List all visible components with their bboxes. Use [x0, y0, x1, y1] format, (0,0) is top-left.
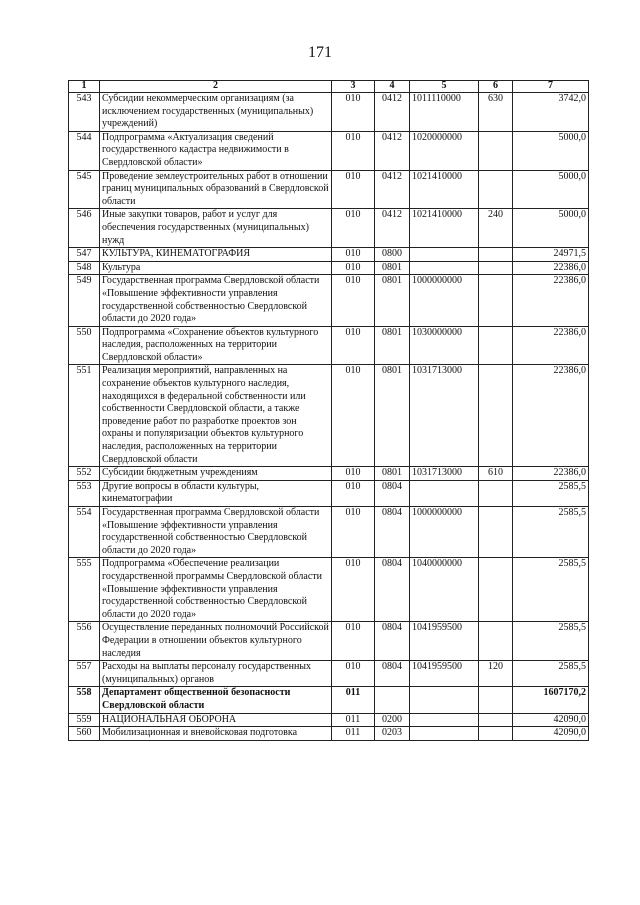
section-code-cell: 0804: [375, 507, 410, 558]
table-row: [69, 622, 589, 661]
item-name-cell: НАЦИОНАЛЬНАЯ ОБОРОНА: [100, 713, 332, 727]
amount-cell: 1607170,2: [513, 687, 589, 713]
target-article-cell: 1021410000: [410, 209, 479, 248]
table-row: [69, 687, 589, 713]
target-article-cell: 1031713000: [410, 467, 479, 481]
table-row: [69, 365, 589, 467]
ministry-code-cell: 010: [332, 507, 375, 558]
section-code-cell: 0801: [375, 275, 410, 326]
target-article-cell: [410, 261, 479, 275]
table-row: [69, 727, 589, 741]
header-cell: 4: [375, 81, 410, 93]
ministry-code-cell: 010: [332, 131, 375, 170]
item-name-cell: Государственная программа Свердловской области «Повышение эффективности управления государственной собственностью Свердловской области до 2020 года»: [100, 507, 332, 558]
amount-cell: 22386,0: [513, 467, 589, 481]
ministry-code-cell: 010: [332, 480, 375, 506]
table-row: [69, 170, 589, 209]
row-number-cell: 550: [69, 326, 100, 365]
item-name-cell: Реализация мероприятий, направленных на сохранение объектов культурного наследия, находящихся в федеральной собственности или собственности Свердловской области, а также проведение работ по разработке проектов зон охраны и популяризации объектов культурного наследия, расположенных на территории Свердловской области: [100, 365, 332, 467]
amount-cell: 2585,5: [513, 507, 589, 558]
amount-cell: 22386,0: [513, 275, 589, 326]
section-code-cell: 0200: [375, 713, 410, 727]
target-article-cell: 1011110000: [410, 93, 479, 132]
row-number-cell: 545: [69, 170, 100, 209]
table-body: [69, 93, 589, 741]
ministry-code-cell: 010: [332, 365, 375, 467]
target-article-cell: 1041959500: [410, 661, 479, 687]
expense-type-cell: [479, 558, 513, 622]
section-code-cell: 0801: [375, 467, 410, 481]
amount-cell: 5000,0: [513, 131, 589, 170]
item-name-cell: Иные закупки товаров, работ и услуг для обеспечения государственных (муниципальных) нужд: [100, 209, 332, 248]
item-name-cell: Культура: [100, 261, 332, 275]
table-row: [69, 467, 589, 481]
section-code-cell: 0801: [375, 365, 410, 467]
ministry-code-cell: 011: [332, 727, 375, 741]
amount-cell: 22386,0: [513, 326, 589, 365]
table-row: [69, 209, 589, 248]
row-number-cell: 546: [69, 209, 100, 248]
ministry-code-cell: 010: [332, 275, 375, 326]
row-number-cell: 553: [69, 480, 100, 506]
item-name-cell: Осуществление переданных полномочий Российской Федерации в отношении объектов культурного наследия: [100, 622, 332, 661]
table-row: [69, 275, 589, 326]
expense-type-cell: [479, 248, 513, 262]
row-number-cell: 558: [69, 687, 100, 713]
section-code-cell: 0804: [375, 558, 410, 622]
amount-cell: 24971,5: [513, 248, 589, 262]
amount-cell: 22386,0: [513, 365, 589, 467]
expense-type-cell: [479, 131, 513, 170]
expense-type-cell: [479, 507, 513, 558]
expense-type-cell: [479, 713, 513, 727]
item-name-cell: Департамент общественной безопасности Свердловской области: [100, 687, 332, 713]
amount-cell: 5000,0: [513, 170, 589, 209]
row-number-cell: 549: [69, 275, 100, 326]
target-article-cell: [410, 713, 479, 727]
expense-type-cell: [479, 261, 513, 275]
header-cell: 3: [332, 81, 375, 93]
header-cell: 5: [410, 81, 479, 93]
table-row: [69, 558, 589, 622]
row-number-cell: 559: [69, 713, 100, 727]
row-number-cell: 555: [69, 558, 100, 622]
table-row: [69, 507, 589, 558]
row-number-cell: 551: [69, 365, 100, 467]
section-code-cell: 0801: [375, 261, 410, 275]
table-row: [69, 248, 589, 262]
table-row: [69, 93, 589, 132]
table-row: [69, 261, 589, 275]
ministry-code-cell: 010: [332, 209, 375, 248]
amount-cell: 3742,0: [513, 93, 589, 132]
target-article-cell: [410, 727, 479, 741]
item-name-cell: Подпрограмма «Актуализация сведений государственного кадастра недвижимости в Свердловской области»: [100, 131, 332, 170]
expense-type-cell: [479, 727, 513, 741]
expense-type-cell: 630: [479, 93, 513, 132]
ministry-code-cell: 010: [332, 326, 375, 365]
ministry-code-cell: 011: [332, 687, 375, 713]
item-name-cell: КУЛЬТУРА, КИНЕМАТОГРАФИЯ: [100, 248, 332, 262]
target-article-cell: [410, 480, 479, 506]
amount-cell: 22386,0: [513, 261, 589, 275]
row-number-cell: 544: [69, 131, 100, 170]
target-article-cell: 1030000000: [410, 326, 479, 365]
table-row: [69, 326, 589, 365]
item-name-cell: Другие вопросы в области культуры, кинематографии: [100, 480, 332, 506]
row-number-cell: 552: [69, 467, 100, 481]
expense-type-cell: [479, 480, 513, 506]
header-cell: 6: [479, 81, 513, 93]
item-name-cell: Государственная программа Свердловской области «Повышение эффективности управления государственной собственностью Свердловской области до 2020 года»: [100, 275, 332, 326]
target-article-cell: [410, 687, 479, 713]
table-row: [69, 661, 589, 687]
section-code-cell: 0804: [375, 661, 410, 687]
table-row: [69, 131, 589, 170]
section-code-cell: 0801: [375, 326, 410, 365]
section-code-cell: 0412: [375, 209, 410, 248]
amount-cell: 42090,0: [513, 713, 589, 727]
section-code-cell: 0412: [375, 131, 410, 170]
expense-type-cell: [479, 170, 513, 209]
ministry-code-cell: 010: [332, 661, 375, 687]
expense-type-cell: [479, 275, 513, 326]
section-code-cell: 0412: [375, 170, 410, 209]
expense-type-cell: 120: [479, 661, 513, 687]
amount-cell: 42090,0: [513, 727, 589, 741]
section-code-cell: 0800: [375, 248, 410, 262]
target-article-cell: 1040000000: [410, 558, 479, 622]
page-number: 171: [308, 44, 332, 61]
row-number-cell: 543: [69, 93, 100, 132]
item-name-cell: Мобилизационная и вневойсковая подготовка: [100, 727, 332, 741]
target-article-cell: 1000000000: [410, 275, 479, 326]
target-article-cell: 1000000000: [410, 507, 479, 558]
item-name-cell: Проведение землеустроительных работ в отношении границ муниципальных образований в Свердловской области: [100, 170, 332, 209]
ministry-code-cell: 010: [332, 622, 375, 661]
ministry-code-cell: 010: [332, 467, 375, 481]
section-code-cell: 0804: [375, 480, 410, 506]
row-number-cell: 554: [69, 507, 100, 558]
row-number-cell: 548: [69, 261, 100, 275]
target-article-cell: [410, 248, 479, 262]
header-cell: 2: [100, 81, 332, 93]
item-name-cell: Подпрограмма «Обеспечение реализации государственной программы Свердловской области «Повышение эффективности управления государственной собственностью Свердловской области до 2020 года»: [100, 558, 332, 622]
item-name-cell: Субсидии некоммерческим организациям (за исключением государственных (муниципальных) учреждений): [100, 93, 332, 132]
ministry-code-cell: 011: [332, 713, 375, 727]
ministry-code-cell: 010: [332, 170, 375, 209]
budget-table: [68, 80, 589, 741]
expense-type-cell: 610: [479, 467, 513, 481]
row-number-cell: 560: [69, 727, 100, 741]
amount-cell: 2585,5: [513, 622, 589, 661]
ministry-code-cell: 010: [332, 93, 375, 132]
expense-type-cell: [479, 326, 513, 365]
table-row: [69, 480, 589, 506]
target-article-cell: 1020000000: [410, 131, 479, 170]
item-name-cell: Субсидии бюджетным учреждениям: [100, 467, 332, 481]
section-code-cell: 0203: [375, 727, 410, 741]
target-article-cell: 1021410000: [410, 170, 479, 209]
expense-type-cell: [479, 622, 513, 661]
ministry-code-cell: 010: [332, 558, 375, 622]
row-number-cell: 547: [69, 248, 100, 262]
ministry-code-cell: 010: [332, 261, 375, 275]
table-row: [69, 713, 589, 727]
header-cell: 7: [513, 81, 589, 93]
row-number-cell: 557: [69, 661, 100, 687]
amount-cell: 2585,5: [513, 661, 589, 687]
item-name-cell: Расходы на выплаты персоналу государственных (муниципальных) органов: [100, 661, 332, 687]
expense-type-cell: [479, 687, 513, 713]
item-name-cell: Подпрограмма «Сохранение объектов культурного наследия, расположенных на территории Свердловской области»: [100, 326, 332, 365]
amount-cell: 2585,5: [513, 480, 589, 506]
header-cell: 1: [69, 81, 100, 93]
ministry-code-cell: 010: [332, 248, 375, 262]
target-article-cell: 1031713000: [410, 365, 479, 467]
expense-type-cell: [479, 365, 513, 467]
section-code-cell: [375, 687, 410, 713]
row-number-cell: 556: [69, 622, 100, 661]
section-code-cell: 0412: [375, 93, 410, 132]
amount-cell: 2585,5: [513, 558, 589, 622]
header-row: [69, 81, 589, 93]
expense-type-cell: 240: [479, 209, 513, 248]
section-code-cell: 0804: [375, 622, 410, 661]
amount-cell: 5000,0: [513, 209, 589, 248]
target-article-cell: 1041959500: [410, 622, 479, 661]
